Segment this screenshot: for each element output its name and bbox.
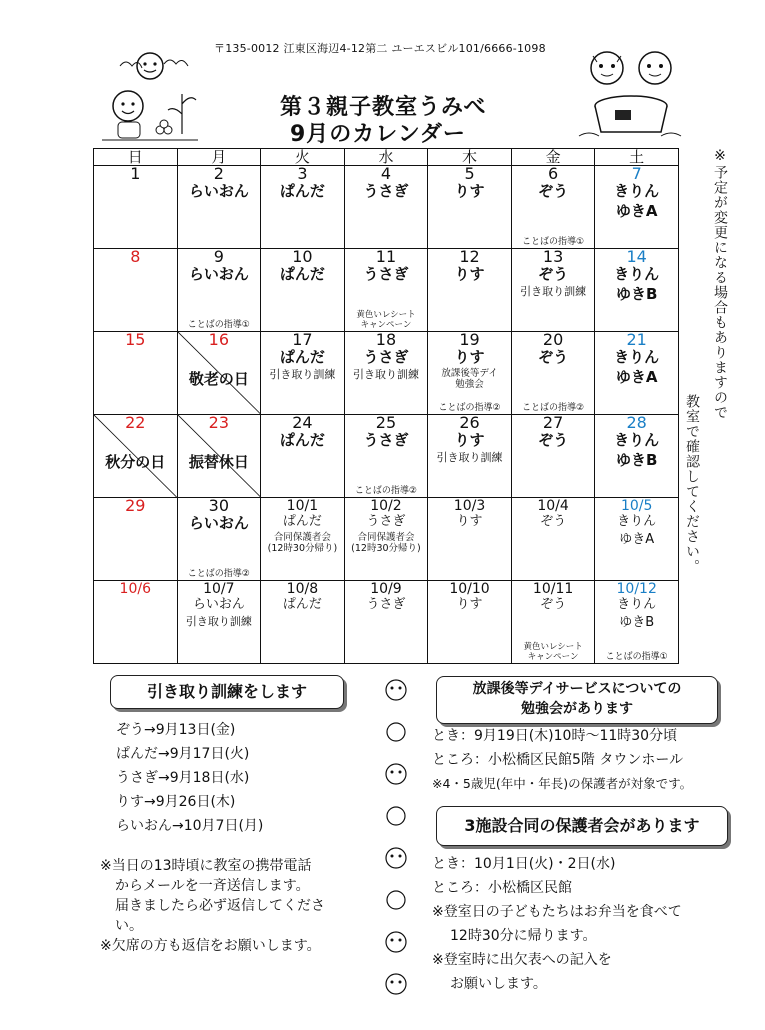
class-name: りす: [454, 348, 485, 366]
calendar-week-row: [94, 581, 679, 664]
weekday-header: 土: [595, 149, 679, 166]
weekday-header: 火: [261, 149, 345, 166]
page-title: 第３親子教室うみべ: [280, 95, 487, 120]
note-text: い。: [115, 918, 143, 934]
event-label: 引き取り訓練: [436, 451, 503, 464]
event-label: 引き取り訓練: [520, 285, 587, 298]
class-name: ぞう: [540, 514, 567, 529]
note-text: ※登室日の子どもたちはお弁当を食べて: [432, 904, 682, 920]
calendar-day-cell: [595, 415, 679, 498]
event-label: 引き取り訓練: [269, 368, 336, 381]
day-number: 5: [464, 164, 475, 183]
weekday-header: 日: [94, 149, 178, 166]
meeting-time: とき：9月19日(木)10時〜11時30分頃: [432, 728, 678, 744]
day-number: 20: [542, 330, 564, 349]
class-name: ぞう: [538, 431, 569, 449]
class-name: ぱんだ: [279, 431, 325, 449]
class-extra: ゆきB: [615, 285, 658, 303]
day-number: 8: [130, 247, 141, 266]
calendar-week-row: [94, 166, 679, 249]
joint-meeting-heading: 3施設合同の保護者会があります: [436, 806, 728, 846]
class-name: きりん: [614, 431, 660, 449]
speech-guidance-note: ことばの指導②: [522, 403, 585, 413]
calendar-week-row: [94, 498, 679, 581]
class-name: らいおん: [192, 597, 245, 612]
weekday-header: 水: [344, 149, 428, 166]
class-name: ぞう: [538, 182, 569, 200]
event-label: 合同保護者会: [273, 532, 331, 543]
calendar-day-cell: [177, 415, 261, 498]
speech-guidance-note: ことばの指導②: [187, 569, 250, 579]
calendar-day-cell: [511, 498, 595, 581]
note-text: 12時30分に帰ります。: [450, 928, 597, 944]
day-number: 4: [380, 164, 392, 183]
note-text: ※登室時に出欠表への記入を: [432, 952, 612, 968]
calendar-day-cell: [177, 166, 261, 249]
holiday-label: 振替休日: [188, 453, 249, 471]
day-number: 10/1: [286, 498, 319, 514]
class-name: ぱんだ: [279, 182, 325, 200]
speech-guidance-note: ことばの指導①: [522, 237, 585, 247]
calendar-day-cell: [511, 581, 595, 664]
day-number: 19: [459, 330, 480, 349]
address-line: 〒135-0012 江東区海辺4-12第二 ユーエスビル101/6666-1098: [214, 42, 546, 55]
class-extra: ゆきA: [619, 532, 655, 547]
day-number: 10/11: [532, 581, 574, 597]
calendar-day-cell: [261, 498, 345, 581]
event-label: 放課後等デイ: [441, 368, 498, 379]
event-label: 合同保護者会: [357, 532, 415, 543]
calendar-day-cell: [344, 415, 428, 498]
calendar-day-cell: [428, 581, 512, 664]
note-text: お願いします。: [450, 976, 547, 992]
day-number: 9: [213, 247, 224, 266]
day-number: 14: [626, 247, 647, 266]
class-name: きりん: [614, 182, 660, 200]
speech-guidance-note: ことばの指導①: [187, 320, 250, 330]
calendar-week-row: [94, 415, 679, 498]
calendar-day-cell: [428, 249, 512, 332]
calendar-table: [93, 148, 679, 664]
class-name: ぱんだ: [279, 348, 325, 366]
calendar-day-cell: [94, 581, 178, 664]
calendar-day-cell: [595, 581, 679, 664]
class-name: うさぎ: [363, 182, 409, 200]
calendar-day-cell: [511, 166, 595, 249]
pickup-drill-heading: 引き取り訓練をします: [110, 675, 344, 709]
calendar-day-cell: [94, 498, 178, 581]
note-text: ※欠席の方も返信をお願いします。: [100, 938, 321, 954]
study-meeting-details: [432, 724, 692, 796]
event-label: (12時30分帰り): [351, 543, 421, 554]
schedule-change-note: ※予定が変更になる場合もありますので: [712, 148, 728, 420]
calendar-day-cell: [94, 332, 178, 415]
calendar-day-cell: [177, 581, 261, 664]
day-number: 13: [542, 247, 564, 266]
event-label: 勉強会: [455, 379, 484, 390]
day-number: 10/3: [453, 498, 486, 514]
day-number: 18: [375, 330, 397, 349]
calendar-day-cell: [261, 581, 345, 664]
decorative-character-column: [378, 676, 414, 1008]
class-extra: ゆきA: [615, 368, 658, 386]
calendar-day-cell: [595, 166, 679, 249]
list-item: らいおん→10月7日(月): [116, 818, 264, 834]
class-name: ぞう: [538, 348, 569, 366]
class-extra: ゆきB: [615, 451, 658, 469]
day-number: 30: [208, 496, 230, 515]
class-name: うさぎ: [363, 348, 409, 366]
day-number: 10/10: [449, 581, 490, 597]
list-item: ぞう→9月13日(金): [116, 722, 236, 738]
class-name: うさぎ: [363, 265, 409, 283]
meeting-place: ところ：小松橋区民館: [432, 880, 572, 896]
day-number: 26: [459, 413, 480, 432]
day-number: 10/9: [370, 581, 402, 597]
class-name: りす: [454, 182, 485, 200]
class-name: ぱんだ: [282, 514, 322, 529]
day-number: 1: [130, 164, 141, 183]
class-name: りす: [456, 514, 483, 529]
calendar-day-cell: [261, 166, 345, 249]
calendar-day-cell: [428, 415, 512, 498]
list-item: りす→9月26日(木): [116, 794, 236, 810]
day-number: 15: [125, 330, 146, 349]
class-name: きりん: [617, 514, 657, 529]
calendar-day-cell: [344, 166, 428, 249]
note-text: ※当日の13時頃に教室の携帯電話: [100, 858, 312, 874]
class-name: きりん: [614, 348, 660, 366]
day-number: 6: [548, 164, 559, 183]
class-name: ぱんだ: [282, 597, 322, 612]
class-name: きりん: [614, 265, 660, 283]
weekday-header: 月: [177, 149, 261, 166]
class-name: らいおん: [188, 514, 249, 532]
day-number: 10/7: [203, 581, 235, 597]
class-name: うさぎ: [363, 431, 409, 449]
calendar-day-cell: [261, 249, 345, 332]
day-number: 22: [125, 413, 146, 432]
day-number: 10/8: [286, 581, 319, 597]
confirm-note: 教室で確認してください。: [684, 394, 700, 574]
calendar-day-cell: [428, 166, 512, 249]
calendar-day-cell: [428, 332, 512, 415]
calendar-day-cell: [344, 249, 428, 332]
calendar-week-row: [94, 332, 679, 415]
calendar-day-cell: [511, 249, 595, 332]
campaign-note: 黄色いレシート キャンペーン: [523, 642, 583, 662]
meeting-target: ※4・5歳児(年中・年長)の保護者が対象です。: [432, 776, 693, 791]
note-text: 届きましたら必ず返信してくださ: [115, 898, 325, 914]
calendar-day-cell: [344, 498, 428, 581]
calendar-day-cell: [511, 332, 595, 415]
class-name: きりん: [617, 597, 657, 612]
study-meeting-heading: [436, 676, 718, 724]
animals-illustration: [575, 44, 685, 144]
day-number: 10: [292, 247, 313, 266]
heading-line: 放課後等デイサービスについての: [472, 681, 682, 697]
speech-guidance-note: ことばの指導②: [354, 486, 417, 496]
list-item: ぱんだ→9月17日(火): [116, 746, 250, 762]
day-number: 11: [375, 247, 397, 266]
day-number: 23: [208, 413, 230, 432]
moon-viewing-illustration: [100, 44, 200, 144]
calendar-week-row: [94, 249, 679, 332]
calendar-day-cell: [595, 249, 679, 332]
class-name: うさぎ: [366, 597, 406, 612]
calendar-day-cell: [94, 166, 178, 249]
class-extra: ゆきA: [615, 202, 658, 220]
joint-meeting-details: [432, 852, 682, 996]
calendar-day-cell: [344, 332, 428, 415]
speech-guidance-note: ことばの指導①: [605, 652, 668, 662]
day-number: 27: [542, 413, 564, 432]
day-number: 2: [213, 164, 224, 183]
note-text: からメールを一斉送信します。: [115, 878, 310, 894]
calendar-day-cell: [261, 332, 345, 415]
calendar-day-cell: [428, 498, 512, 581]
calendar-day-cell: [344, 581, 428, 664]
calendar-day-cell: [595, 332, 679, 415]
class-name: ぞう: [538, 265, 569, 283]
day-number: 10/4: [537, 498, 569, 514]
day-number: 3: [297, 164, 308, 183]
calendar-day-cell: [595, 498, 679, 581]
class-name: りす: [454, 431, 485, 449]
calendar-day-cell: [177, 498, 261, 581]
class-name: うさぎ: [366, 514, 406, 529]
calendar-day-cell: [261, 415, 345, 498]
day-number: 12: [459, 247, 480, 266]
holiday-label: 敬老の日: [188, 370, 249, 388]
event-label: 引き取り訓練: [352, 368, 419, 381]
calendar-weekday-header: [94, 149, 679, 166]
page-subtitle: 9月のカレンダー: [290, 122, 466, 147]
meeting-place: ところ：小松橋区民館5階 タウンホール: [432, 752, 684, 768]
holiday-label: 秋分の日: [105, 453, 166, 471]
day-number: 21: [626, 330, 647, 349]
class-name: りす: [456, 597, 483, 612]
class-extra: ゆきB: [619, 615, 655, 630]
meeting-time: とき：10月1日(火)・2日(水): [432, 856, 616, 872]
class-name: りす: [454, 265, 485, 283]
class-name: らいおん: [188, 182, 249, 200]
day-number: 28: [626, 413, 647, 432]
speech-guidance-note: ことばの指導②: [438, 403, 501, 413]
pickup-drill-list: [116, 718, 263, 838]
day-number: 7: [631, 164, 642, 183]
day-number: 17: [292, 330, 313, 349]
event-label: (12時30分帰り): [267, 543, 338, 554]
class-name: らいおん: [188, 265, 249, 283]
weekday-header: 金: [511, 149, 595, 166]
event-label: 引き取り訓練: [185, 615, 252, 628]
calendar-day-cell: [177, 332, 261, 415]
campaign-note: 黄色いレシート キャンペーン: [356, 310, 416, 330]
heading-line: 勉強会があります: [521, 701, 633, 717]
calendar-day-cell: [94, 249, 178, 332]
day-number: 29: [125, 496, 146, 515]
day-number: 10/12: [616, 581, 657, 597]
calendar-day-cell: [511, 415, 595, 498]
calendar-day-cell: [177, 249, 261, 332]
list-item: うさぎ→9月18日(水): [116, 770, 250, 786]
class-name: ぱんだ: [279, 265, 325, 283]
day-number: 24: [292, 413, 313, 432]
calendar-day-cell: [94, 415, 178, 498]
day-number: 25: [375, 413, 397, 432]
day-number: 10/5: [620, 498, 653, 514]
day-number: 10/6: [119, 581, 151, 597]
pickup-drill-notes: [100, 856, 362, 956]
weekday-header: 木: [428, 149, 512, 166]
class-name: ぞう: [540, 597, 567, 612]
day-number: 10/2: [370, 498, 402, 514]
day-number: 16: [208, 330, 230, 349]
